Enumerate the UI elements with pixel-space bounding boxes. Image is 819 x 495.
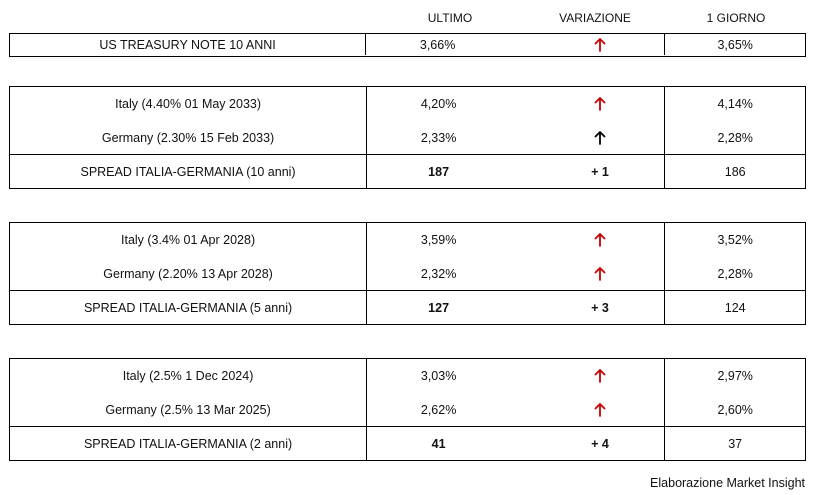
germany-last-value: 2,32% — [420, 267, 457, 281]
italy-name: Italy (2.5% 1 Dec 2024) — [122, 369, 254, 383]
header-change: VARIAZIONE — [559, 11, 631, 25]
italy-last-value: 4,20% — [420, 97, 457, 111]
spread-name: SPREAD ITALIA-GERMANIA (5 anni) — [83, 301, 293, 315]
germany-row — [10, 257, 805, 291]
italy-row — [10, 359, 805, 393]
arrow-up-icon — [594, 369, 606, 383]
arrow-up-icon — [594, 267, 606, 281]
italy-row — [10, 87, 805, 121]
bond-group — [9, 222, 806, 325]
spread-day: 186 — [724, 165, 746, 179]
arrow-up-icon — [594, 131, 606, 145]
italy-day: 4,14% — [717, 97, 753, 111]
germany-day: 2,28% — [717, 267, 753, 281]
germany-name: Germany (2.20% 13 Apr 2028) — [103, 267, 273, 281]
germany-day: 2,28% — [717, 131, 753, 145]
treasury-name: US TREASURY NOTE 10 ANNI — [10, 34, 366, 55]
italy-last-value: 3,59% — [420, 233, 457, 247]
header-day: 1 GIORNO — [706, 11, 766, 25]
header-last: ULTIMO — [427, 11, 473, 25]
spread-last-value: 187 — [428, 165, 450, 179]
treasury-day: 3,65% — [717, 37, 753, 52]
footer-source: Elaborazione Market Insight — [650, 476, 805, 490]
arrow-up-icon — [594, 97, 606, 111]
spread-row — [10, 426, 805, 461]
spread-change: + 4 — [591, 437, 609, 451]
spread-name: SPREAD ITALIA-GERMANIA (10 anni) — [80, 165, 296, 179]
arrow-up-icon — [594, 403, 606, 417]
spread-change: + 1 — [591, 165, 609, 179]
spread-day: 37 — [728, 437, 743, 451]
italy-row — [10, 223, 805, 257]
spread-row — [10, 154, 805, 189]
spread-name: SPREAD ITALIA-GERMANIA (2 anni) — [83, 437, 293, 451]
arrow-up-icon — [594, 233, 606, 247]
italy-last-value: 3,03% — [420, 369, 457, 383]
spread-day: 124 — [724, 301, 746, 315]
treasury-row — [9, 33, 806, 57]
spread-row — [10, 290, 805, 325]
spread-last-value: 41 — [431, 437, 446, 451]
treasury-last-value: 3,66% — [419, 37, 456, 52]
arrow-up-icon — [594, 38, 606, 52]
germany-day: 2,60% — [717, 403, 753, 417]
germany-row — [10, 121, 805, 155]
spread-last-value: 127 — [428, 301, 450, 315]
italy-name: Italy (3.4% 01 Apr 2028) — [121, 233, 256, 247]
spread-change: + 3 — [591, 301, 609, 315]
germany-last-value: 2,33% — [420, 131, 457, 145]
bond-group — [9, 86, 806, 189]
italy-name: Italy (4.40% 01 May 2033) — [115, 97, 262, 111]
italy-day: 3,52% — [717, 233, 753, 247]
germany-name: Germany (2.5% 13 Mar 2025) — [105, 403, 271, 417]
germany-last-value: 2,62% — [420, 403, 457, 417]
bond-group — [9, 358, 806, 461]
germany-name: Germany (2.30% 15 Feb 2033) — [101, 131, 275, 145]
treasury-change — [510, 34, 690, 55]
germany-row — [10, 393, 805, 427]
italy-day: 2,97% — [717, 369, 753, 383]
